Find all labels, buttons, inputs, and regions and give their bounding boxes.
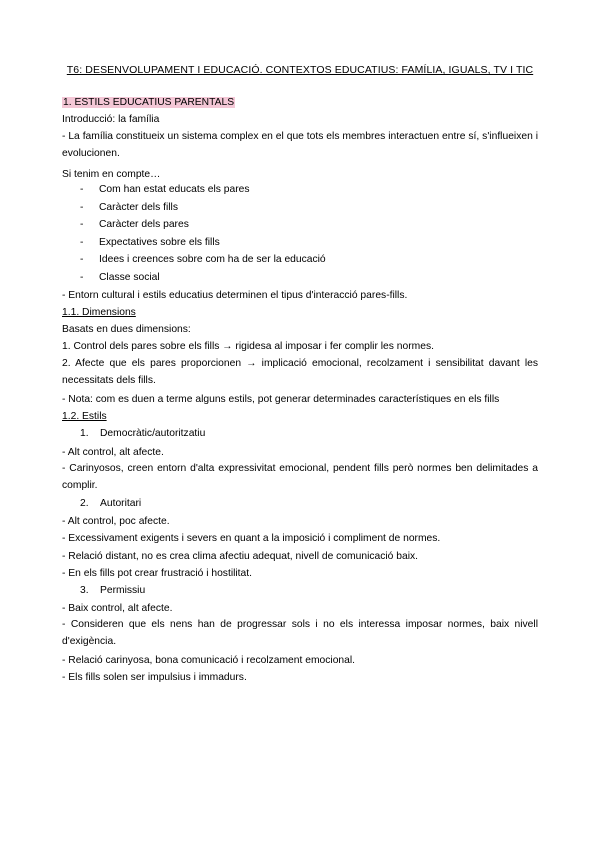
paragraph: Si tenim en compte… (62, 169, 161, 180)
list-item: Idees i creences sobre com ha de ser la educació (99, 254, 326, 265)
style-name: Permissiu (100, 585, 146, 596)
paragraph: - Els fills solen ser impulsius i immadurs. (62, 672, 247, 683)
paragraph: - Entorn cultural i estils educatius determinen el tipus d'interacció pares-fills. (62, 290, 408, 301)
list-item: Caràcter dels fills (99, 202, 178, 213)
list-item: Com han estat educats els pares (99, 184, 250, 195)
subsection-heading: 1.1. Dimensions (62, 307, 136, 318)
style-number: 1. (80, 428, 89, 439)
paragraph: - Nota: com es duen a terme alguns estils, pot generar determinades característiques en els fills (62, 394, 500, 405)
paragraph: - La família constitueix un sistema complex en el que tots els membres interactuen entre sí, s'influeixen i evolucionen. (62, 131, 538, 160)
subsection-heading: 1.2. Estils (62, 411, 107, 422)
bullet-mark: - (80, 219, 84, 230)
paragraph: 2. Afecte que els pares proporcionen → implicació emocional, recolzament i sensibilitat davant les necessitats dels fills. (62, 358, 538, 387)
list-item: Caràcter dels pares (99, 219, 189, 230)
intro-heading: Introducció: la família (62, 114, 160, 125)
document-title: T6: DESENVOLUPAMENT I EDUCACIÓ. CONTEXTOS EDUCATIUS: FAMÍLIA, IGUALS, TV I TIC (66, 64, 534, 76)
paragraph: - Consideren que els nens han de progressar sols i no els interessa imposar normes, baix nivell d'exigència. (62, 619, 538, 648)
bullet-mark: - (80, 254, 84, 265)
bullet-mark: - (80, 184, 84, 195)
list-item: Classe social (99, 272, 160, 283)
style-number: 2. (80, 498, 89, 509)
style-name: Democràtic/autoritzatiu (100, 428, 206, 439)
list-item: Expectatives sobre els fills (99, 237, 220, 248)
paragraph: 1. Control dels pares sobre els fills → rigidesa al imposar i fer complir les normes. (62, 341, 434, 352)
paragraph: Basats en dues dimensions: (62, 324, 191, 335)
paragraph: - Excessivament exigents i severs en quant a la imposició i compliment de normes. (62, 533, 441, 544)
paragraph: - En els fills pot crear frustració i hostilitat. (62, 568, 252, 579)
style-name: Autoritari (100, 498, 142, 509)
paragraph: - Baix control, alt afecte. (62, 603, 173, 614)
style-number: 3. (80, 585, 89, 596)
bullet-mark: - (80, 272, 84, 283)
paragraph: - Carinyosos, creen entorn d'alta expressivitat emocional, pendent fills però normes ben delimitades a complir. (62, 463, 538, 492)
paragraph: - Relació distant, no es crea clima afectiu adequat, nivell de comunicació baix. (62, 551, 419, 562)
paragraph: - Relació carinyosa, bona comunicació i recolzament emocional. (62, 655, 356, 666)
paragraph: - Alt control, alt afecte. (62, 447, 164, 458)
bullet-mark: - (80, 202, 84, 213)
section-heading (62, 96, 538, 110)
bullet-mark: - (80, 237, 84, 248)
paragraph: - Alt control, poc afecte. (62, 516, 170, 527)
section-heading-text: 1. ESTILS EDUCATIUS PARENTALS (63, 97, 235, 108)
